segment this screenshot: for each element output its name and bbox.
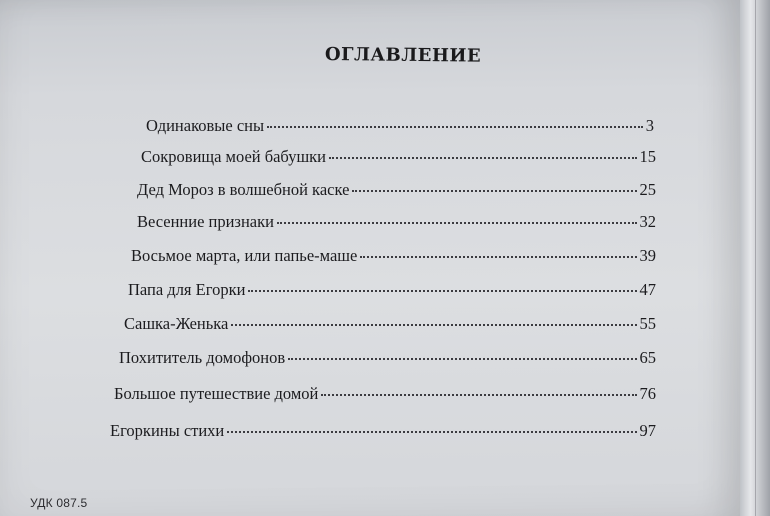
- toc-entry: [124, 314, 656, 336]
- udk-code: УДК 087.5: [30, 496, 88, 510]
- toc-leader-dots: [227, 431, 636, 433]
- toc-entry: [137, 212, 656, 234]
- toc-leader-dots: [329, 157, 636, 159]
- toc-entry-page: 76: [639, 384, 656, 403]
- toc-leader-dots: [288, 358, 636, 360]
- toc-entry-title: Восьмое марта, или папье-маше: [131, 246, 358, 265]
- toc-entry-page: 3: [645, 116, 654, 135]
- toc-leader-dots: [248, 290, 636, 292]
- toc-entry: [141, 147, 656, 169]
- toc-leader-dots: [360, 256, 636, 258]
- toc-entry-page: 39: [639, 246, 656, 265]
- toc-entry-title: Папа для Егорки: [128, 280, 246, 299]
- toc-entry: [119, 348, 656, 370]
- toc-leader-dots: [352, 190, 636, 192]
- toc-entry-page: 97: [639, 421, 656, 440]
- toc-leader-dots: [231, 324, 636, 326]
- toc-entry-title: Большое путешествие домой: [114, 384, 319, 403]
- toc-entry-title: Одинаковые сны: [146, 116, 265, 135]
- toc-entry-page: 55: [639, 314, 656, 333]
- toc-entry-page: 15: [639, 147, 656, 166]
- toc-entry-page: 47: [639, 280, 656, 299]
- toc-entry-page: 32: [639, 212, 656, 231]
- toc-entry-title: Дед Мороз в волшебной каске: [137, 180, 350, 199]
- toc-entry-page: 25: [639, 180, 656, 199]
- toc-entry: [146, 116, 654, 138]
- toc-heading: ОГЛАВЛЕНИЕ: [324, 44, 482, 67]
- toc-entry-title: Егоркины стихи: [110, 421, 225, 440]
- toc-entry: [137, 180, 656, 202]
- toc-leader-dots: [321, 394, 636, 396]
- toc-entry: [114, 384, 656, 406]
- toc-entry-title: Весенние признаки: [137, 212, 274, 231]
- page-edge-line: [755, 0, 756, 516]
- toc-leader-dots: [267, 126, 643, 128]
- toc-entry-title: Похититель домофонов: [119, 348, 286, 367]
- toc-entry-page: 65: [639, 348, 656, 367]
- toc-entry: [110, 421, 656, 443]
- toc-entry-title: Сашка-Женька: [124, 314, 229, 333]
- toc-entry: [131, 246, 656, 268]
- toc-entry-title: Сокровища моей бабушки: [141, 147, 327, 166]
- toc-entry: [128, 280, 656, 302]
- toc-leader-dots: [277, 222, 637, 224]
